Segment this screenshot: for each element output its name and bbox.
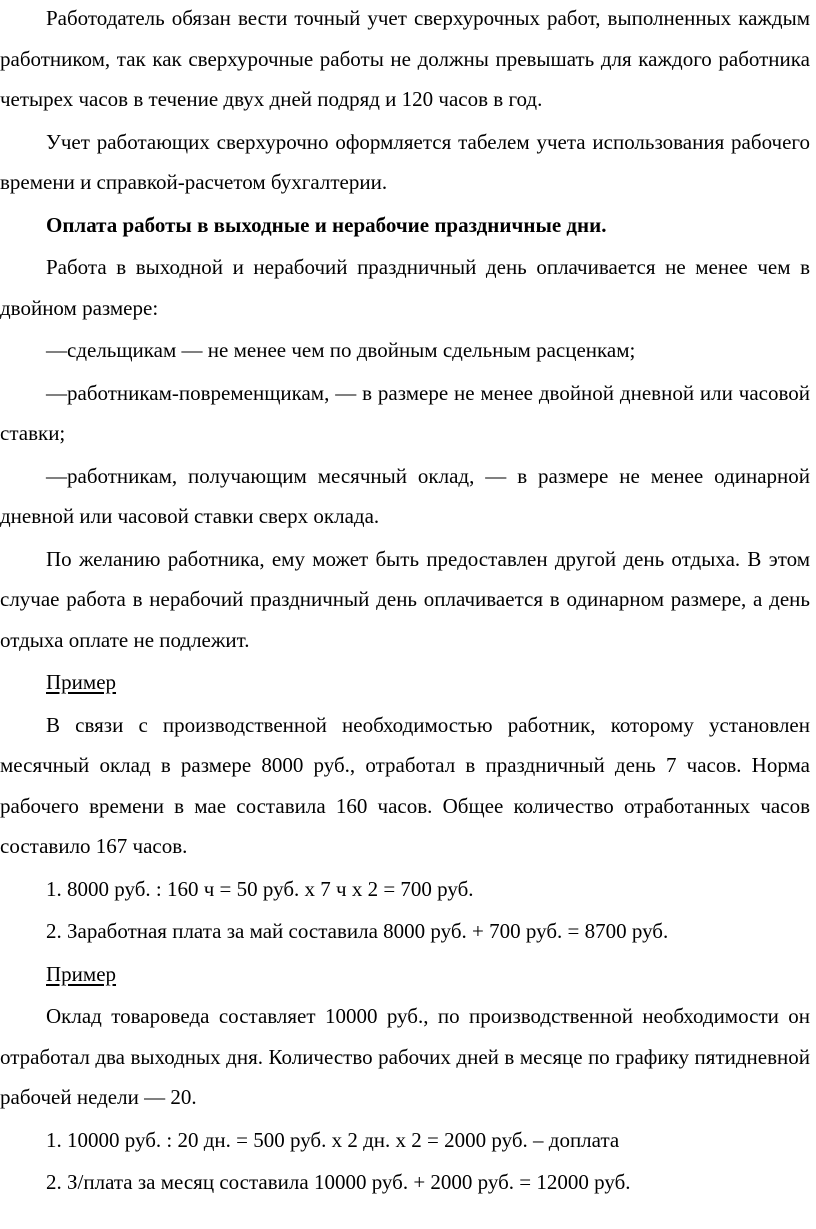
example-1-step-1: 1. 8000 руб. : 160 ч = 50 руб. х 7 ч х 2 = 700 руб. bbox=[46, 876, 474, 901]
paragraph-weekend-pay-rule: Работа в выходной и нерабочий праздничный день оплачивается не менее чем в двойном размере: bbox=[0, 255, 810, 320]
example-1-description: В связи с производственной необходимостью работник, которому установлен месячный оклад в размере 8000 руб., отработал в праздничный день 7 часов. Норма рабочего времени в мае составила 160 часов. Общее количество отработанных часов составило 167 часов. bbox=[0, 712, 810, 858]
list-item-time-workers: —работникам-повременщикам, — в размере не менее двойной дневной или часовой ставки; bbox=[0, 380, 810, 445]
example-label-2 bbox=[0, 954, 810, 995]
example-2-step-1: 1. 10000 руб. : 20 дн. = 500 руб. х 2 дн. х 2 = 2000 руб. – доплата bbox=[46, 1127, 620, 1152]
list-item-piece-workers: —сдельщикам — не менее чем по двойным сдельным расценкам; bbox=[46, 338, 636, 362]
example-label-2-text: Пример bbox=[46, 961, 117, 986]
list-item-salaried-workers: —работникам, получающим месячный оклад, — в размере не менее одинарной дневной или часовой ставки сверх оклада. bbox=[0, 463, 810, 528]
example-2-description: Оклад товароведа составляет 10000 руб., по производственной необходимости он отработал два выходных дня. Количество рабочих дней в месяце по графику пятидневной рабочей недели — 20. bbox=[0, 1004, 810, 1109]
example-label-1-text: Пример bbox=[46, 670, 117, 694]
example-2-step-2: 2. З/плата за месяц составила 10000 руб. + 2000 руб. = 12000 руб. bbox=[46, 1170, 631, 1194]
example-label-1 bbox=[0, 662, 810, 703]
example-1-step-2: 2. Заработная плата за май составила 8000 руб. + 700 руб. = 8700 руб. bbox=[46, 919, 669, 943]
section-heading-weekend-pay: Оплата работы в выходные и нерабочие праздничные дни. bbox=[46, 212, 607, 237]
paragraph-day-off-option: По желанию работника, ему может быть предоставлен другой день отдыха. В этом случае работа в нерабочий праздничный день оплачивается в одинарном размере, а день отдыха оплате не подлежит. bbox=[0, 546, 810, 652]
paragraph-overtime-records: Учет работающих сверхурочно оформляется табелем учета использования рабочего времени и справкой-расчетом бухгалтерии. bbox=[0, 129, 810, 194]
paragraph-overtime-accounting: Работодатель обязан вести точный учет сверхурочных работ, выполненных каждым работником, так как сверхурочные работы не должны превышать для каждого работника четырех часов в течение двух дней подряд и 120 часов в год. bbox=[0, 6, 810, 111]
